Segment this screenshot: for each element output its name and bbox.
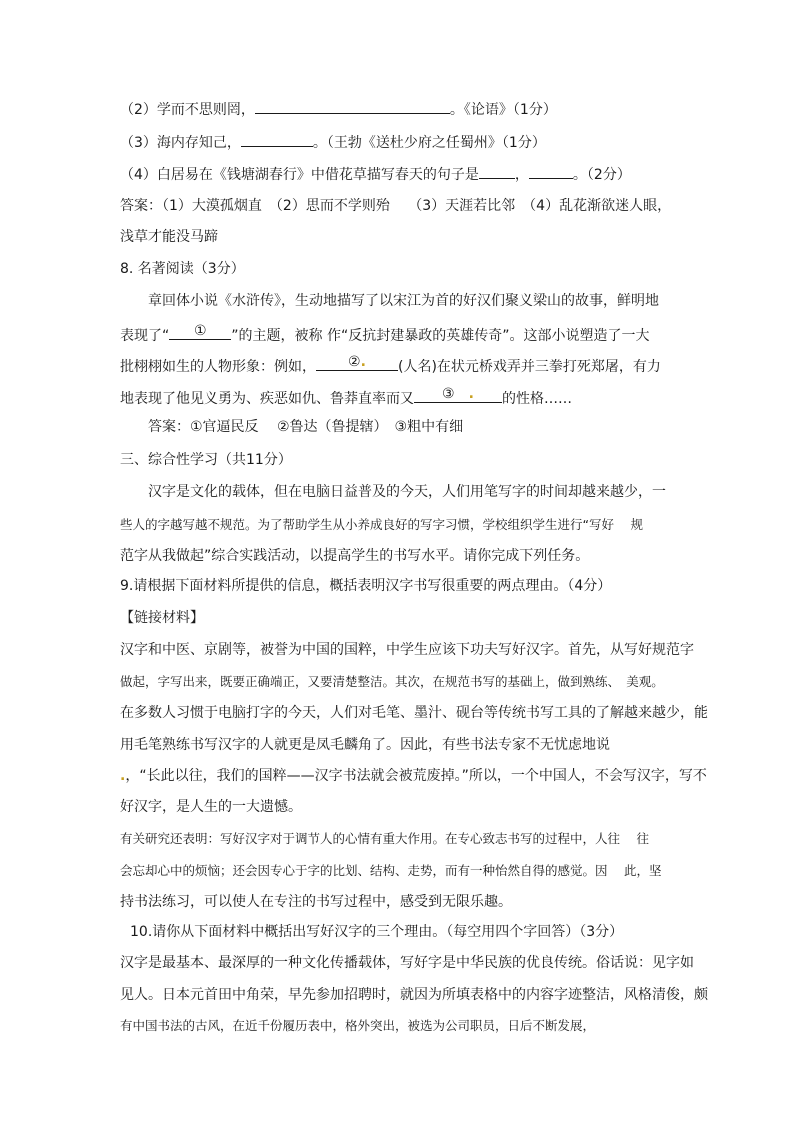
section-3-intro-line-1: 汉字是文化的载体，但在电脑日益普及的今天，人们用笔写字的时间却越来越少，一 — [148, 484, 666, 500]
q9-material-line-5: .，“长此以往，我们的国粹——汉字书法就会被荒废掉。”所以，一个中国人，不会写汉字，写不 — [120, 768, 707, 784]
q7-item-2: （2）学而不思则罔， 。《论语》（1分） — [120, 98, 557, 120]
q8-heading: 8. 名著阅读（3分） — [120, 261, 245, 277]
q9-material-line-2: 做起，字写出来，既要正确端正，又要清楚整洁。其次，在规范书写的基础上，做到熟练、 美观。 — [120, 674, 664, 689]
q7-answer-line-2: 浅草才能没马蹄 — [120, 229, 218, 245]
answer-blank[interactable] — [241, 131, 313, 147]
section-3-intro-line-3: 范字从我做起”综合实践活动，以提高学生的书写水平。请你完成下列任务。 — [120, 548, 590, 564]
q8-paragraph-line-1: 章回体小说《水浒传》，生动地描写了以宋江为首的好汉们聚义梁山的故事，鲜明地 — [148, 293, 659, 309]
answer-blank-3[interactable]: ③ . — [414, 387, 502, 403]
q9-material-line-8: 会忘却心中的烦恼；还会因专心于字的比划、结构、走势，而有一种怡然自得的感觉。因 此，坚 — [120, 863, 662, 878]
section-3-intro-line-2: 些人的字越写越不规范。为了帮助学生从小养成良好的写字习惯，学校组织学生进行“写好 规 — [120, 517, 643, 532]
q9-material-line-1: 汉字和中医、京剧等，被誉为中国的国粹，中学生应该下功夫写好汉字。首先，从写好规范字 — [120, 642, 694, 658]
q8-paragraph-line-2: 表现了“ ① ”的主题，被称 作“反抗封建暴政的英雄传奇”。这部小说塑造了一大 — [120, 323, 650, 344]
q10-material-line-2: 见人。日本元首田中角荣，早先参加招聘时，就因为所填表格中的内容字迹整洁，风格清俊，颇 — [120, 987, 708, 1003]
answer-blank-2[interactable]: ②. — [316, 355, 398, 371]
q8-paragraph-line-3: 批栩栩如生的人物形象：例如， ②. (人名)在状元桥戏弄并三拳打死郑屠，有力 — [120, 354, 661, 375]
q10-material-line-3: 有中国书法的古风，在近千份履历表中，格外突出，被选为公司职员，日后不断发展， — [120, 1018, 596, 1033]
q9-material-line-7: 有关研究还表明：写好汉字对于调节人的心情有重大作用。在专心致志书写的过程中，人往 往 — [120, 831, 649, 846]
q8-answer: 答案：①官逼民反 ②鲁达（鲁提辖） ③粗中有细 — [148, 419, 464, 435]
q7-answer-line-1: 答案：（1）大漠孤烟直 （2）思而不学则殆 （3）天涯若比邻 （4）乱花渐欲迷人眼， — [120, 198, 672, 214]
q8-paragraph-line-4: 地表现了他见义勇为、疾恶如仇、鲁莽直率而又 ③ . 的性格…… — [120, 386, 572, 407]
q9-material-line-6: 好汉字，是人生的一大遗憾。 — [120, 799, 302, 815]
answer-blank[interactable] — [255, 98, 450, 114]
answer-blank-1[interactable]: ① — [169, 324, 231, 340]
q9-material-line-9: 持书法练习，可以使人在专注的书写过程中，感受到无限乐趣。 — [120, 894, 512, 910]
section-3-heading: 三、综合性学习（共11分） — [120, 452, 292, 468]
q7-item-4: （4）白居易在《钱塘湖春行》中借花草描写春天的句子是 ， 。（2分） — [120, 163, 631, 185]
q9-material-line-4: 用毛笔熟练书写汉字的人就更是凤毛麟角了。因此，有些书法专家不无忧虑地说 — [120, 737, 610, 753]
answer-blank[interactable] — [529, 163, 573, 179]
q10-material-line-1: 汉字是最基本、最深厚的一种文化传播载体，写好字是中华民族的优良传统。俗话说：见字如 — [120, 955, 694, 971]
q7-item-3: （3）海内存知己， 。（王勃《送杜少府之任蜀州》（1分） — [120, 131, 546, 153]
q10-question: 10.请你从下面材料中概括出写好汉字的三个理由。（每空用四个字回答）（3分） — [130, 924, 624, 940]
q9-question: 9.请根据下面材料所提供的信息，概括表明汉字书写很重要的两点理由。（4分） — [120, 578, 612, 594]
q9-material-line-3: 在多数人习惯于电脑打字的今天，人们对毛笔、墨汁、砚台等传统书写工具的了解越来越少，能 — [120, 705, 708, 721]
answer-blank[interactable] — [479, 163, 515, 179]
q9-link-title: 【链接材料】 — [120, 610, 204, 626]
